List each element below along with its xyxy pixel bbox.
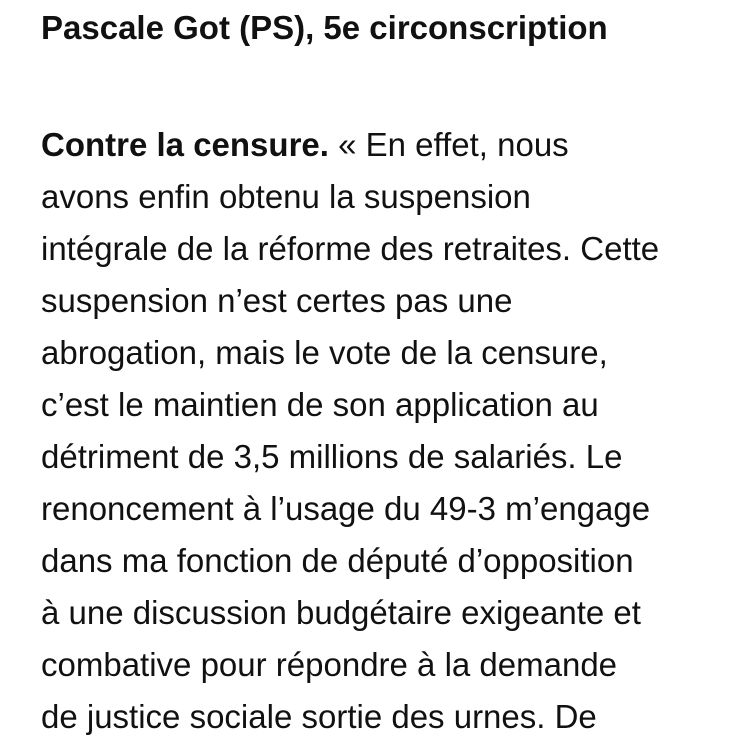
paragraph-line-2: avons enfin obtenu la suspension bbox=[41, 178, 531, 215]
paragraph-line-11: combative pour répondre à la demande bbox=[41, 646, 618, 683]
paragraph-line-5: abrogation, mais le vote de la censure, bbox=[41, 334, 608, 371]
paragraph-line-12: de justice sociale sortie des urnes. De bbox=[41, 698, 597, 735]
article bbox=[41, 0, 731, 743]
paragraph-line-10: à une discussion budgétaire exigeante et bbox=[41, 594, 641, 631]
paragraph-line-6: c’est le maintien de son application au bbox=[41, 386, 599, 423]
paragraph-line-3: intégrale de la réforme des retraites. Cette bbox=[41, 230, 660, 267]
paragraph-line-1 bbox=[41, 119, 731, 171]
quote-start: « En effet, nous bbox=[328, 126, 569, 163]
article-heading: Pascale Got (PS), 5e circonscription bbox=[41, 9, 608, 46]
paragraph-line-8: renoncement à l’usage du 49-3 m’engage bbox=[41, 490, 651, 527]
paragraph-line-4: suspension n’est certes pas une bbox=[41, 282, 513, 319]
lead-in: Contre la censure. bbox=[41, 126, 329, 163]
paragraph-line-9: dans ma fonction de député d’opposition bbox=[41, 542, 634, 579]
paragraph-line-7: détriment de 3,5 millions de salariés. Le bbox=[41, 438, 623, 475]
article-paragraph bbox=[41, 119, 731, 743]
